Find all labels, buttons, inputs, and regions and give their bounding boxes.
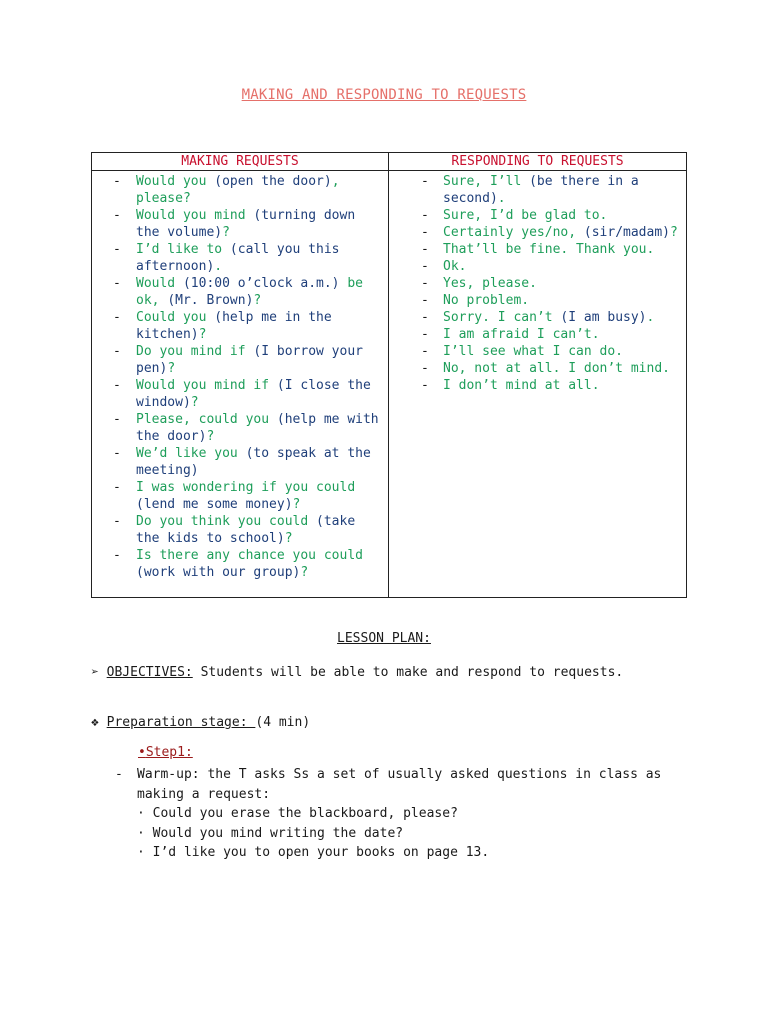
list-item-text: I’ll see what I can do. (443, 344, 624, 359)
list-dash: - (113, 208, 121, 223)
list-dash: - (421, 174, 429, 189)
responding-request-item (389, 309, 686, 326)
list-dash: - (421, 344, 429, 359)
list-item-text: Do you mind if (I borrow your pen)? (136, 344, 363, 376)
list-item-text: Sorry. I can’t (I am busy). (443, 310, 655, 325)
responding-request-item (389, 377, 686, 394)
making-request-item (92, 207, 388, 241)
list-dash: - (113, 480, 121, 495)
lesson-plan-heading: LESSON PLAN: (337, 631, 431, 646)
list-dash: - (113, 548, 121, 563)
making-request-item (92, 309, 388, 343)
list-dash: - (421, 276, 429, 291)
making-requests-cell (92, 171, 389, 598)
list-dash: - (421, 327, 429, 342)
list-item-text: Yes, please. (443, 276, 537, 291)
document-title: MAKING AND RESPONDING TO REQUESTS (241, 87, 527, 103)
making-request-item (92, 547, 388, 581)
list-dash: - (113, 310, 121, 325)
responding-requests-header: RESPONDING TO REQUESTS (389, 153, 687, 171)
list-dash: - (113, 378, 121, 393)
list-item-text: Sure, I’ll (be there in a second). (443, 174, 639, 206)
list-item-text: Would you (open the door), please? (136, 174, 340, 206)
list-item-text: Ok. (443, 259, 467, 274)
preparation-time: (4 min) (255, 715, 311, 730)
preparation-label: Preparation stage: (106, 715, 256, 730)
arrow-bullet-icon: ➢ (91, 665, 99, 680)
list-item-text: We’d like you (to speak at the meeting) (136, 446, 371, 478)
objectives-label: OBJECTIVES: (106, 665, 193, 680)
list-item-text: Please, could you (help me with the door)? (136, 412, 379, 444)
list-item-text: No, not at all. I don’t mind. (443, 361, 670, 376)
responding-request-item (389, 326, 686, 343)
warmup-question: · Would you mind writing the date? (137, 825, 404, 841)
list-dash: - (421, 259, 429, 274)
requests-table (91, 152, 687, 598)
objectives-text: Students will be able to make and respond to requests. (192, 665, 624, 680)
list-item-text: Sure, I’d be glad to. (443, 208, 608, 223)
responding-requests-cell (389, 171, 687, 598)
list-item-text: I’d like to (call you this afternoon). (136, 242, 340, 274)
warmup-section (115, 765, 675, 863)
responding-request-item (389, 343, 686, 360)
list-item-text: No problem. (443, 293, 530, 308)
list-item-text: Do you think you could (take the kids to school)? (136, 514, 356, 546)
diamond-bullet-icon: ❖ (91, 715, 99, 730)
list-item-text: Certainly yes/no, (sir/madam)? (443, 225, 678, 240)
list-item-text: I don’t mind at all. (443, 378, 600, 393)
making-request-item (92, 513, 388, 547)
warmup-question: · Could you erase the blackboard, please? (137, 806, 458, 821)
responding-request-item (389, 258, 686, 275)
list-item-text: Would (10:00 o’clock a.m.) be ok, (Mr. Brown)? (136, 276, 363, 308)
list-item-text: Could you (help me in the kitchen)? (136, 310, 332, 342)
list-dash: - (421, 242, 429, 257)
list-item-text: Would you mind (turning down the volume)? (136, 208, 356, 240)
responding-request-item (389, 241, 686, 258)
objectives-section (91, 663, 651, 683)
responding-request-item (389, 360, 686, 377)
making-request-item (92, 343, 388, 377)
list-dash: - (421, 293, 429, 308)
warmup-text: Warm-up: the T asks Ss a set of usually asked questions in class as making a request: (137, 767, 662, 802)
making-request-item (92, 479, 388, 513)
preparation-stage (91, 714, 310, 731)
responding-request-item (389, 292, 686, 309)
list-item-text: Is there any chance you could (work with our group)? (136, 548, 363, 580)
list-dash: - (421, 310, 429, 325)
making-request-item (92, 377, 388, 411)
list-dash: - (113, 344, 121, 359)
list-dash: - (421, 361, 429, 376)
step-bullet-icon: • (138, 745, 146, 760)
responding-request-item (389, 207, 686, 224)
making-request-item (92, 411, 388, 445)
warmup-dash: - (115, 767, 123, 782)
list-item-text: Would you mind if (I close the window)? (136, 378, 371, 410)
list-item-text: I was wondering if you could (lend me some money)? (136, 480, 356, 512)
list-dash: - (113, 514, 121, 529)
making-requests-header: MAKING REQUESTS (92, 153, 389, 171)
list-dash: - (113, 174, 121, 189)
list-item-text: That’ll be fine. Thank you. (443, 242, 655, 257)
list-dash: - (421, 225, 429, 240)
making-request-item (92, 173, 388, 207)
step-label: Step1: (145, 745, 193, 760)
step-heading (138, 745, 193, 760)
making-request-item (92, 275, 388, 309)
list-dash: - (421, 378, 429, 393)
responding-request-item (389, 275, 686, 292)
making-requests-list (92, 173, 388, 581)
list-dash: - (113, 446, 121, 461)
making-request-item (92, 241, 388, 275)
responding-request-item (389, 173, 686, 207)
warmup-question: · I’d like you to open your books on page 13. (137, 845, 490, 860)
list-item-text: I am afraid I can’t. (443, 327, 600, 342)
responding-requests-list (389, 173, 686, 394)
making-request-item (92, 445, 388, 479)
list-dash: - (113, 276, 121, 291)
list-dash: - (113, 412, 121, 427)
list-dash: - (113, 242, 121, 257)
list-dash: - (421, 208, 429, 223)
responding-request-item (389, 224, 686, 241)
